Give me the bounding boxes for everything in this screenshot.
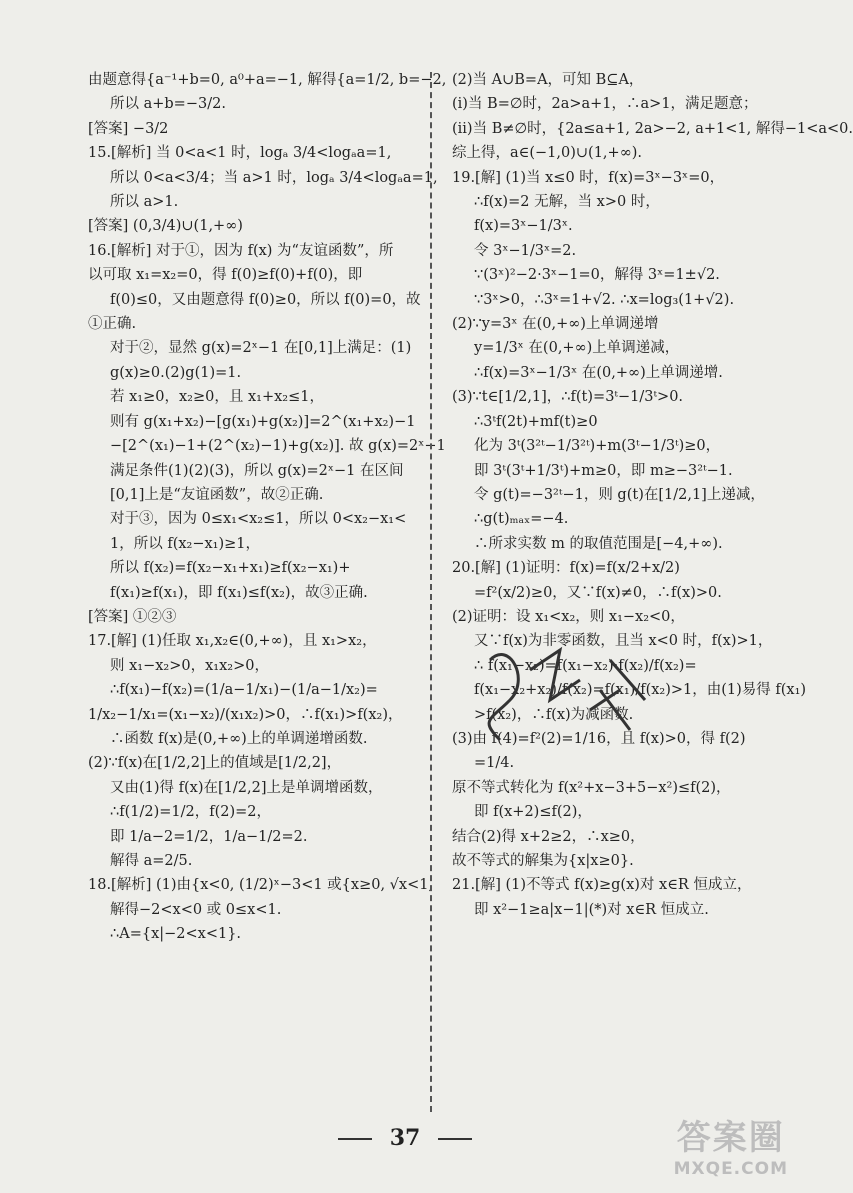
- text-line: 即 1/a−2=1/2，1/a−1/2=2.: [110, 828, 308, 845]
- right-column: [452, 68, 853, 922]
- text-line: 又∵f(x)为非零函数，且当 x<0 时，f(x)>1，: [474, 633, 773, 650]
- text-line: ∴A={x|−2<x<1}.: [110, 926, 242, 943]
- text-line: ①正确.: [88, 316, 137, 333]
- text-line: 对于③，因为 0≤x₁<x₂≤1，所以 0<x₂−x₁<: [110, 511, 407, 528]
- text-line: 则有 g(x₁+x₂)−[g(x₁)+g(x₂)]=2^(x₁+x₂)−1: [110, 413, 416, 430]
- text-line: 令 3ˣ−1/3ˣ=2.: [474, 242, 577, 259]
- text-line: 又由(1)得 f(x)在[1/2,2]上是单调增函数，: [110, 779, 383, 796]
- watermark: [674, 1110, 788, 1179]
- text-line: 17.[解] (1)任取 x₁,x₂∈(0,+∞)，且 x₁>x₂，: [88, 633, 377, 650]
- text-line: (ii)当 B≠∅时，{2a≤a+1, 2a>−2, a+1<1, 解得−1<a<0.: [452, 120, 853, 137]
- text-line: 19.[解] (1)当 x≤0 时，f(x)=3ˣ−3ˣ=0，: [452, 169, 725, 186]
- text-line: [答案] (0,3/4)∪(1,+∞): [88, 218, 243, 235]
- text-line: [0,1]上是“友谊函数”，故②正确.: [110, 486, 324, 503]
- text-line: 1，所以 f(x₂−x₁)≥1，: [110, 535, 261, 552]
- footer-dash-right: [438, 1138, 472, 1140]
- text-line: ∴所求实数 m 的取值范围是[−4,+∞).: [474, 535, 723, 552]
- text-line: f(x₁)≥f(x₁)，即 f(x₁)≤f(x₂)，故③正确.: [110, 584, 368, 601]
- text-line: 满足条件(1)(2)(3)，所以 g(x)=2ˣ−1 在区间: [110, 462, 404, 479]
- text-line: (3)∵t∈[1/2,1]，∴f(t)=3ᵗ−1/3ᵗ>0.: [452, 389, 684, 406]
- text-line: 原不等式转化为 f(x²+x−3+5−x²)≤f(2)，: [452, 779, 731, 796]
- handwritten-scribble: [470, 630, 660, 760]
- text-line: (2)当 A∪B=A，可知 B⊆A，: [452, 72, 644, 88]
- text-line: 1/x₂−1/x₁=(x₁−x₂)/(x₁x₂)>0，∴f(x₁)>f(x₂)，: [88, 706, 403, 723]
- text-line: (3)由 f(4)=f²(2)=1/16，且 f(x)>0，得 f(2): [452, 730, 746, 747]
- column-divider: [430, 72, 432, 1112]
- text-line: (2)∵f(x)在[1/2,2]上的值域是[1/2,2]，: [88, 755, 342, 772]
- text-line: 由题意得{a⁻¹+b=0, a⁰+a=−1, 解得{a=1/2, b=−2,: [88, 72, 447, 88]
- text-line: ∴f(x₁)−f(x₂)=(1/a−1/x₁)−(1/a−1/x₂)=: [110, 682, 378, 699]
- text-line: 15.[解析] 当 0<a<1 时，logₐ 3/4<logₐa=1,: [88, 145, 392, 162]
- text-line: 综上得，a∈(−1,0)∪(1,+∞).: [452, 145, 643, 162]
- text-line: f(x₁−x₂+x₂)/f(x₂)=f(x₁)/f(x₂)>1，由(1)易得 f(x₁): [474, 682, 807, 699]
- text-line: 所以 f(x₂)=f(x₂−x₁+x₁)≥f(x₂−x₁)+: [110, 560, 351, 577]
- text-line: 21.[解] (1)不等式 f(x)≥g(x)对 x∈R 恒成立，: [452, 877, 752, 894]
- text-line: (2)证明：设 x₁<x₂，则 x₁−x₂<0，: [452, 608, 685, 625]
- text-line: f(x)=3ˣ−1/3ˣ.: [474, 218, 573, 235]
- text-line: ∴f(x)=3ˣ−1/3ˣ 在(0,+∞)上单调递增.: [474, 364, 723, 381]
- text-line: [答案] ①②③: [88, 608, 177, 625]
- text-line: ∴f(x)=2 无解，当 x>0 时，: [474, 194, 660, 211]
- text-line: ∵(3ˣ)²−2·3ˣ−1=0，解得 3ˣ=1±√2.: [474, 267, 720, 284]
- text-line: 则 x₁−x₂>0，x₁x₂>0，: [110, 657, 269, 674]
- text-line: 20.[解] (1)证明：f(x)=f(x/2+x/2): [452, 560, 680, 577]
- text-line: 若 x₁≥0，x₂≥0，且 x₁+x₂≤1，: [110, 389, 324, 406]
- text-line: 故不等式的解集为{x|x≥0}.: [452, 853, 634, 869]
- text-line: ∴ f(x₁−x₂)=f(x₁−x₂)·f(x₂)/f(x₂)=: [474, 657, 697, 674]
- text-line: 化为 3ᵗ(3²ᵗ−1/3²ᵗ)+m(3ᵗ−1/3ᵗ)≥0，: [474, 438, 721, 455]
- text-line: 所以 0<a<3/4；当 a>1 时，logₐ 3/4<logₐa=1,: [110, 169, 438, 186]
- page-number: 37: [389, 1125, 421, 1151]
- text-line: 所以 a>1.: [110, 194, 179, 211]
- text-line: 解得 a=2/5.: [110, 853, 193, 869]
- text-line: 所以 a+b=−3/2.: [110, 96, 226, 113]
- text-line: 即 x²−1≥a|x−1|(*)对 x∈R 恒成立.: [474, 901, 709, 918]
- text-line: 即 f(x+2)≤f(2)，: [474, 804, 592, 821]
- text-line: g(x)≥0.(2)g(1)=1.: [110, 364, 242, 381]
- text-line: −[2^(x₁)−1+(2^(x₂)−1)+g(x₂)]. 故 g(x)=2ˣ−1: [110, 438, 446, 455]
- text-line: 以可取 x₁=x₂=0，得 f(0)≥f(0)+f(0)，即: [88, 267, 363, 284]
- text-line: 解得−2<x<0 或 0≤x<1.: [110, 901, 282, 918]
- footer-dash-left: [338, 1138, 372, 1140]
- text-line: 即 3ᵗ(3ᵗ+1/3ᵗ)+m≥0，即 m≥−3²ᵗ−1.: [474, 462, 733, 479]
- text-line: 16.[解析] 对于①，因为 f(x) 为“友谊函数”，所: [88, 242, 394, 259]
- text-line: (i)当 B=∅时，2a>a+1，∴a>1，满足题意；: [452, 96, 758, 113]
- text-line: =1/4.: [474, 755, 515, 772]
- text-line: 18.[解析] (1)由{x<0, (1/2)ˣ−3<1 或{x≥0, √x<1,: [88, 877, 434, 894]
- text-line: ∵3ˣ>0，∴3ˣ=1+√2. ∴x=log₃(1+√2).: [474, 291, 735, 308]
- text-line: =f²(x/2)≥0，又∵f(x)≠0，∴f(x)>0.: [474, 584, 722, 601]
- text-line: 结合(2)得 x+2≥2，∴x≥0，: [452, 828, 645, 845]
- watermark-logo: 答案圈: [676, 1118, 785, 1158]
- text-line: ∴3ᵗf(2t)+mf(t)≥0: [474, 413, 598, 430]
- text-line: >f(x₂)，∴f(x)为减函数.: [474, 706, 634, 723]
- watermark-site: MXQE.COM: [673, 1159, 788, 1179]
- text-line: ∴g(t)ₘₐₓ=−4.: [474, 511, 569, 528]
- text-line: [答案] −3/2: [88, 120, 169, 137]
- text-line: ∴函数 f(x)是(0,+∞)上的单调递增函数.: [110, 730, 368, 747]
- text-line: y=1/3ˣ 在(0,+∞)上单调递减，: [474, 340, 680, 357]
- text-line: (2)∵y=3ˣ 在(0,+∞)上单调递增: [452, 316, 659, 333]
- text-line: ∴f(1/2)=1/2，f(2)=2，: [110, 804, 272, 821]
- text-line: f(0)≤0，又由题意得 f(0)≥0，所以 f(0)=0，故: [110, 291, 421, 308]
- left-column: [88, 68, 447, 947]
- text-line: 令 g(t)=−3²ᵗ−1，则 g(t)在[1/2,1]上递减，: [474, 486, 765, 503]
- text-line: 对于②，显然 g(x)=2ˣ−1 在[0,1]上满足：(1): [110, 340, 412, 357]
